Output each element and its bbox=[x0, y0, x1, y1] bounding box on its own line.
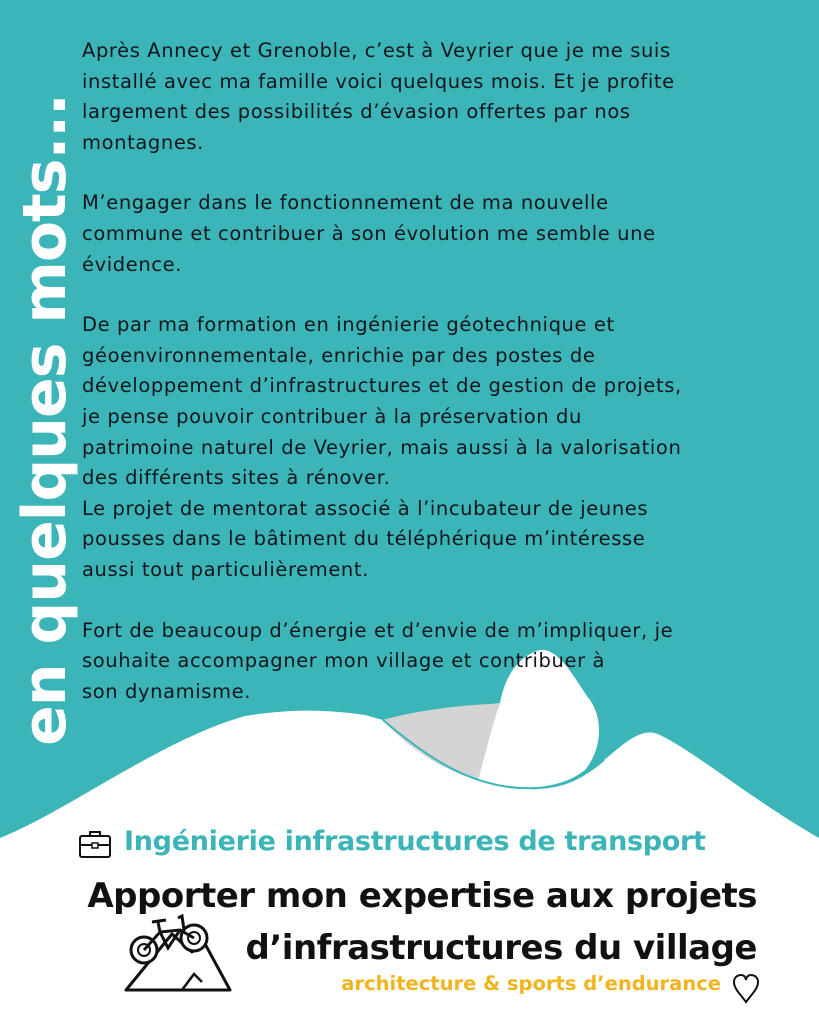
paragraph-2: M’engager dans le fonctionnement de ma nouvelle commune et contribuer à son évolution me semble une évidence. bbox=[82, 191, 656, 276]
job-subtitle: Ingénierie infrastructures de transport bbox=[124, 826, 706, 857]
main-headline: Apporter mon expertise aux projets d’infrastructures du village bbox=[87, 876, 757, 968]
paragraph-5: Fort de beaucoup d’énergie et d’envie de m’impliquer, je souhaite accompagner mon village et contribuer à son dynamisme. bbox=[82, 618, 674, 703]
briefcase-icon bbox=[78, 828, 112, 860]
paragraph-4: Le projet de mentorat associé à l’incubateur de jeunes pousses dans le bâtiment du téléphérique m’intéresse aussi tout particulièrement. bbox=[82, 496, 649, 581]
paragraph-3: De par ma formation en ingénierie géotechnique et géoenvironnementale, enrichie par des postes de développement d’infrastructures et de gestion de projets, je pense pouvoir contribuer à la préservation du patrimoine naturel de Veyrier, mais aussi à la valorisation des différents sites à rénover. bbox=[82, 313, 682, 490]
paragraph-1: Après Annecy et Grenoble, c’est à Veyrier que je me suis installé avec ma famille voici quelques mois. Et je profite largement des possibilités d’évasion offertes par nos montagnes. bbox=[82, 39, 675, 154]
bicycle-mountain-icon bbox=[122, 912, 234, 994]
intro-text bbox=[82, 36, 797, 737]
hobbies-tagline: architecture & sports d’endurance bbox=[341, 972, 721, 995]
heart-icon bbox=[731, 973, 761, 1005]
vertical-side-title: en quelques mots... bbox=[10, 94, 80, 746]
